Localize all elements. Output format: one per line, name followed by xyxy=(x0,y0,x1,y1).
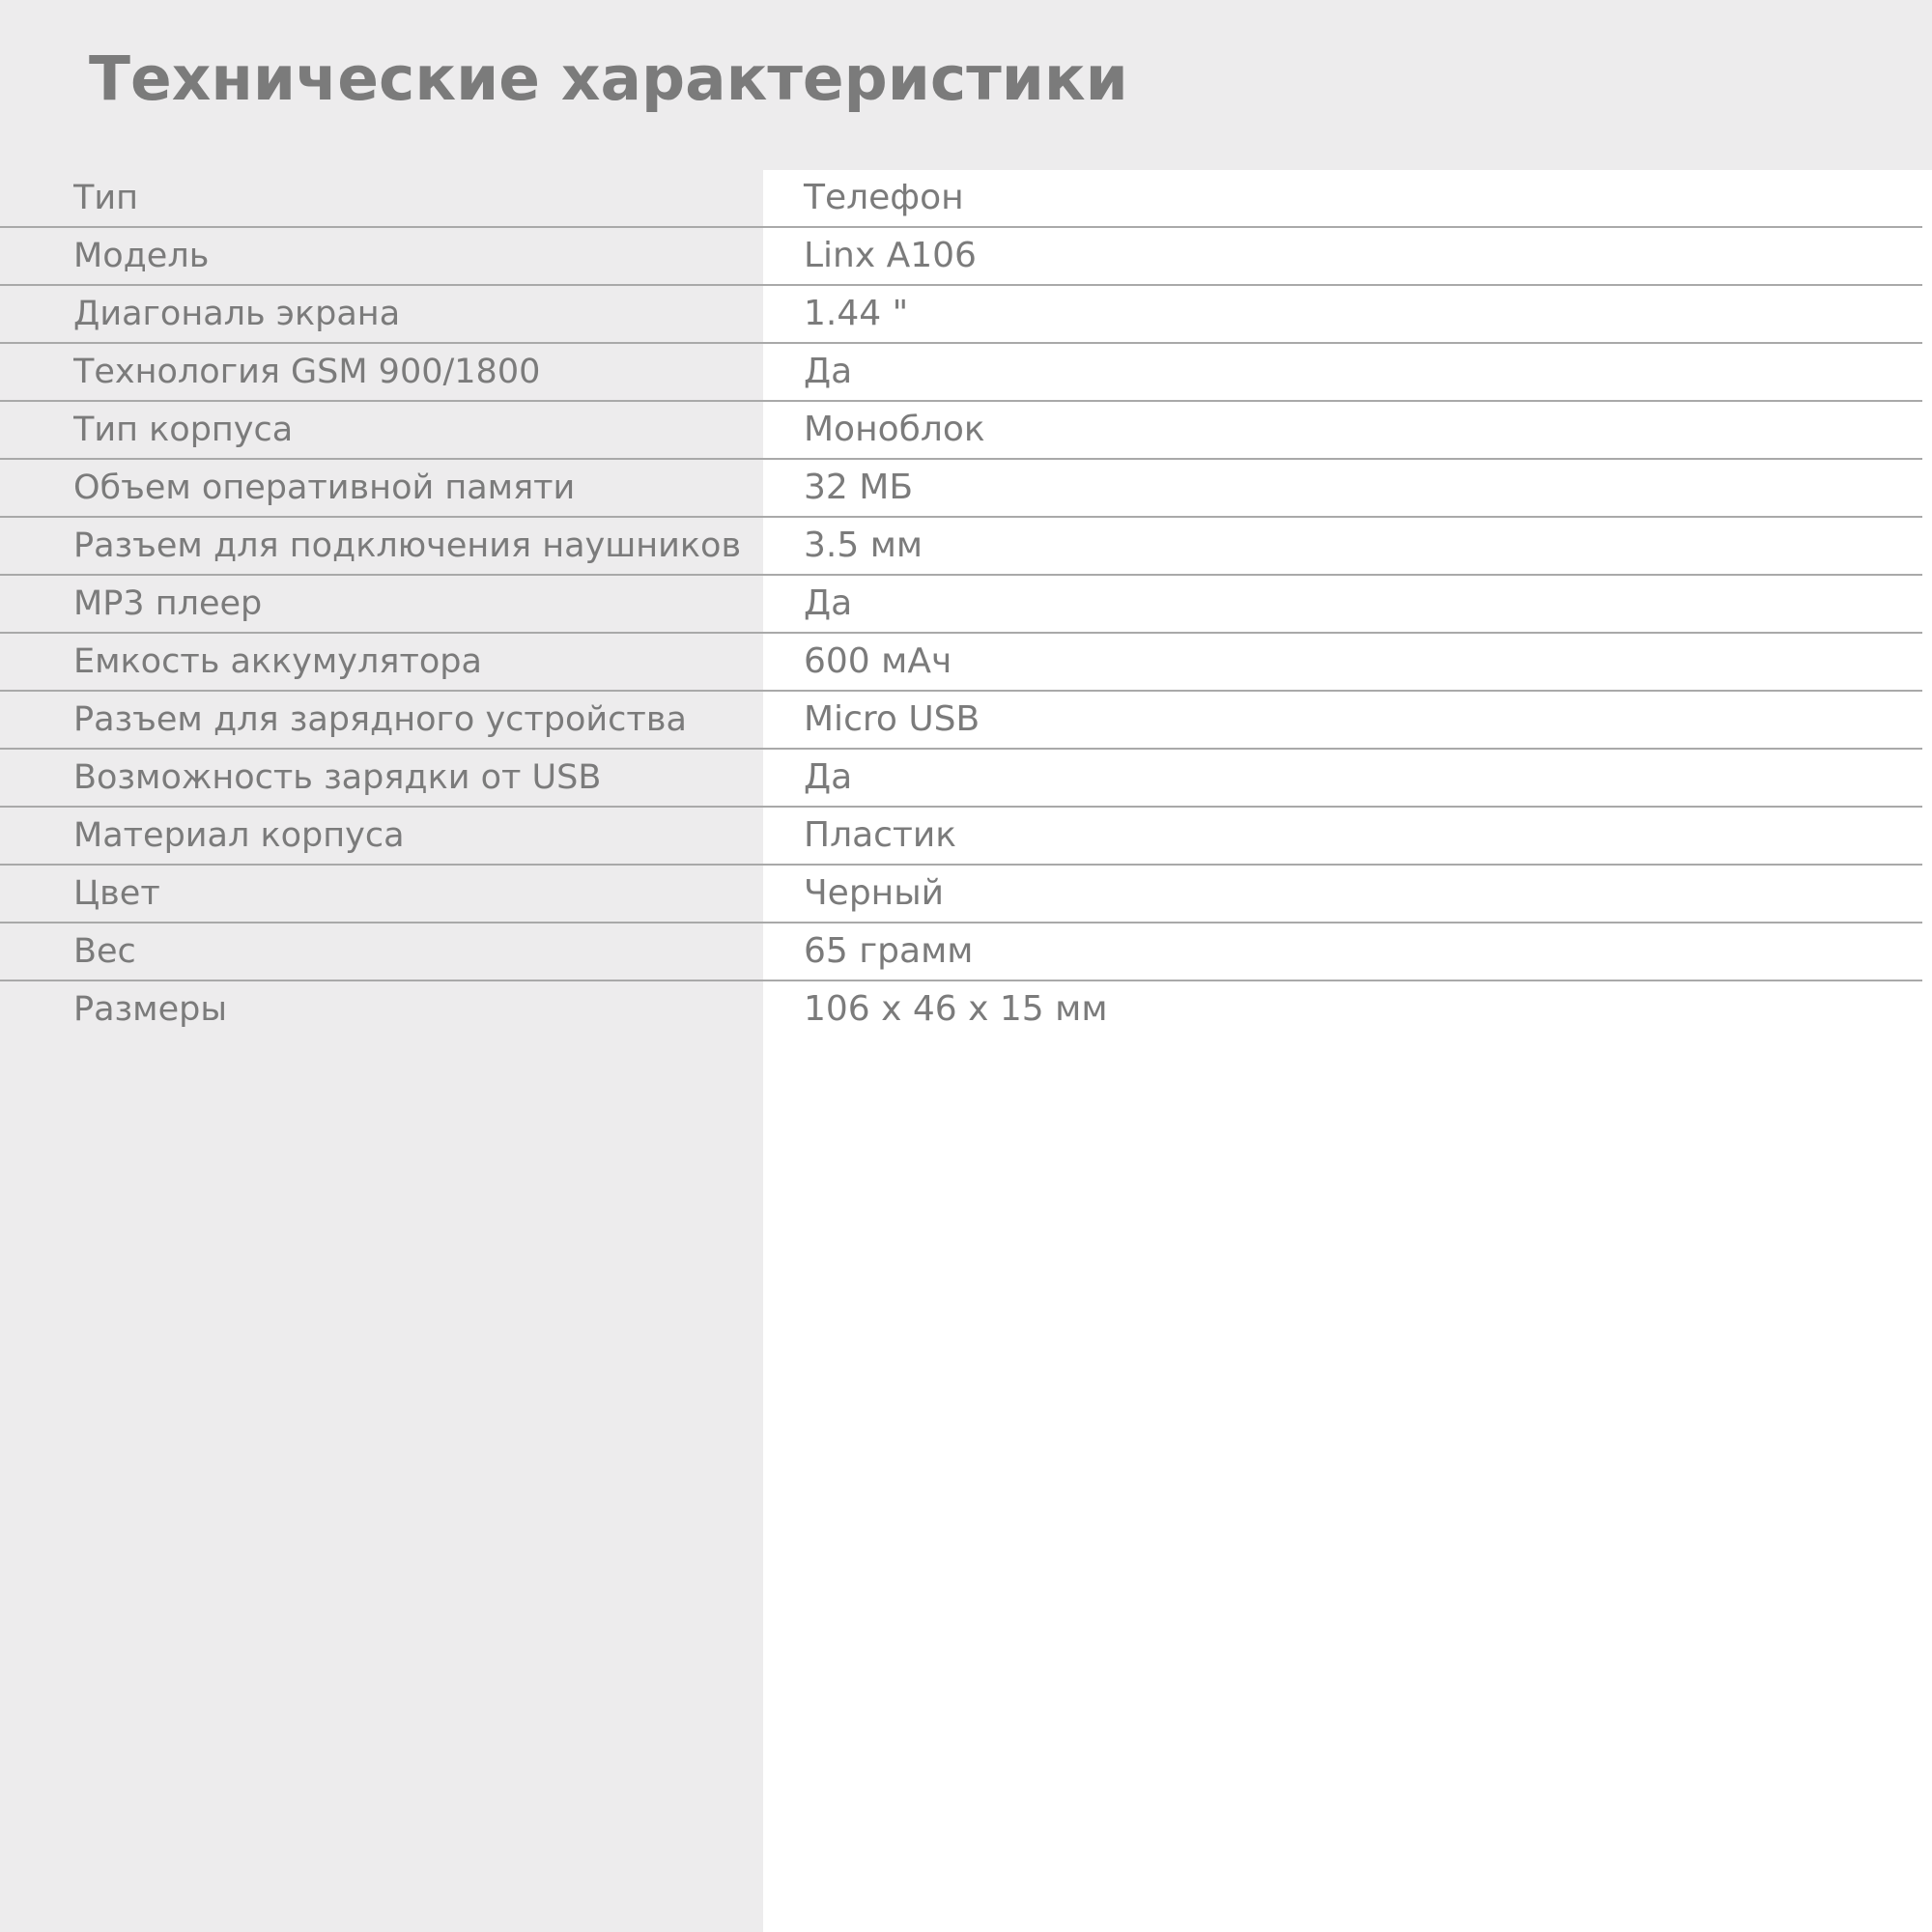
spec-value: 106 x 46 x 15 мм xyxy=(804,989,1108,1029)
spec-value: 3.5 мм xyxy=(804,526,923,565)
spec-value: Да xyxy=(804,583,853,623)
spec-label: Вес xyxy=(73,932,136,971)
spec-row-dimensions xyxy=(0,981,1922,1039)
spec-value: Да xyxy=(804,352,853,391)
spec-value: Телефон xyxy=(804,178,964,217)
spec-label: Разъем для подключения наушников xyxy=(73,526,742,565)
spec-value: 65 грамм xyxy=(804,931,974,971)
spec-value: Моноблок xyxy=(804,410,985,449)
spec-value: 32 МБ xyxy=(804,468,914,507)
page-title: Технические характеристики xyxy=(89,43,1128,114)
spec-label: Емкость аккумулятора xyxy=(73,642,482,681)
spec-row-mp3 xyxy=(0,576,1922,634)
spec-row-color xyxy=(0,866,1922,923)
spec-label: Возможность зарядки от USB xyxy=(73,758,602,797)
spec-row-charger-port xyxy=(0,692,1922,750)
spec-row-body-material xyxy=(0,808,1922,866)
spec-label: Модель xyxy=(73,237,210,275)
spec-value: Пластик xyxy=(804,815,957,855)
spec-row-screen-diagonal xyxy=(0,286,1922,344)
header-panel xyxy=(0,0,1932,170)
spec-row-battery xyxy=(0,634,1922,692)
spec-label: Материал корпуса xyxy=(73,816,405,855)
spec-label: MP3 плеер xyxy=(73,584,263,623)
spec-label: Технология GSM 900/1800 xyxy=(73,353,541,391)
spec-row-weight xyxy=(0,923,1922,981)
spec-row-body-type xyxy=(0,402,1922,460)
spec-value: Linx A106 xyxy=(804,236,977,275)
spec-value: 1.44 " xyxy=(804,294,909,333)
spec-row-type xyxy=(0,170,1922,228)
spec-row-headphone-jack xyxy=(0,518,1922,576)
spec-label: Цвет xyxy=(73,874,160,913)
spec-label: Диагональ экрана xyxy=(73,295,401,333)
spec-value: Да xyxy=(804,757,853,797)
spec-label: Размеры xyxy=(73,990,227,1029)
spec-value: Черный xyxy=(804,873,945,913)
spec-row-usb-charging xyxy=(0,750,1922,808)
spec-label: Объем оперативной памяти xyxy=(73,469,576,507)
spec-label: Тип xyxy=(73,179,139,217)
spec-row-gsm xyxy=(0,344,1922,402)
spec-value: 600 мАч xyxy=(804,641,952,681)
spec-row-model xyxy=(0,228,1922,286)
spec-row-ram xyxy=(0,460,1922,518)
spec-value: Micro USB xyxy=(804,699,980,739)
spec-label: Разъем для зарядного устройства xyxy=(73,700,687,739)
spec-table xyxy=(0,170,1922,1039)
spec-label: Тип корпуса xyxy=(73,411,294,449)
